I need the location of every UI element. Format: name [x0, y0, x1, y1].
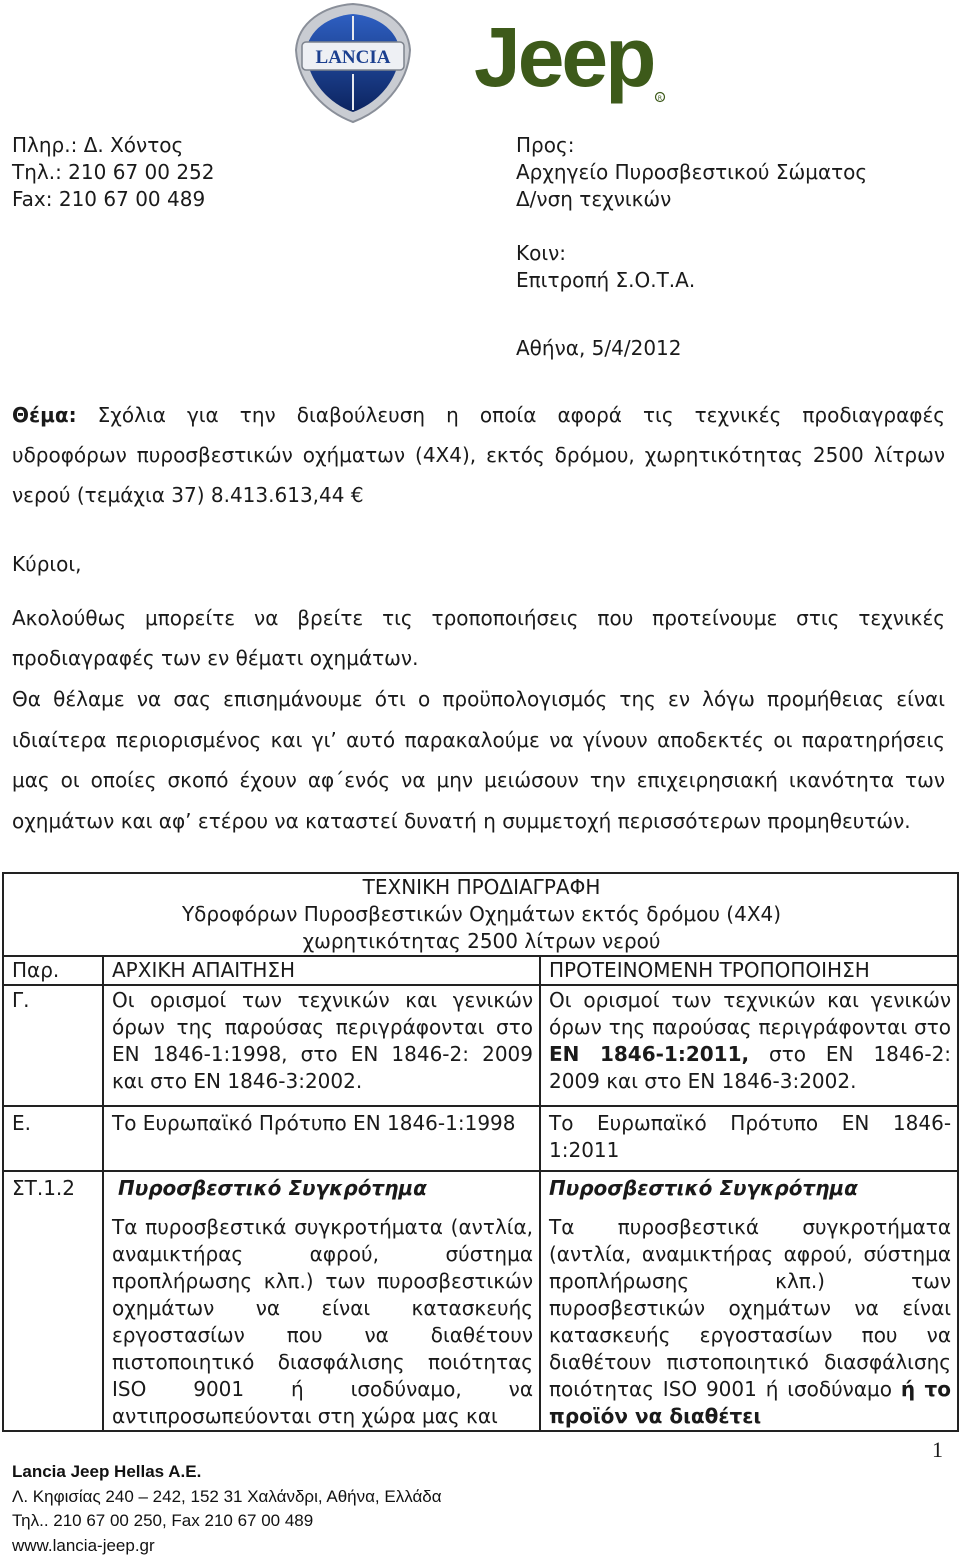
- table-row-e: [3, 1106, 958, 1171]
- col-header-orig: ΑΡΧΙΚΗ ΑΠΑΙΤΗΣΗ: [103, 956, 540, 985]
- row-e-orig: Το Ευρωπαϊκό Πρότυπο ΕΝ 1846-1:1998: [103, 1106, 540, 1171]
- col-header-par: Παρ.: [3, 956, 103, 985]
- row-st-prop-heading: Πυροσβεστικό Συγκρότημα: [549, 1176, 858, 1200]
- table-row-st: [3, 1171, 958, 1431]
- body-p1-line2: προδιαγραφές των εν θέματι οχημάτων.: [12, 646, 419, 670]
- row-g-par: Γ.: [3, 985, 103, 1106]
- body-p2-line1: Θα θέλαμε να σας επισημάνουμε ότι ο προϋπολογισμός της εν λόγω προμήθειας είναι: [12, 687, 945, 711]
- recipient-to-line2: Δ/νση τεχνικών: [516, 187, 672, 211]
- recipient-cc-line1: Επιτροπή Σ.Ο.Τ.Α.: [516, 268, 696, 292]
- row-st-par: ΣΤ.1.2: [3, 1171, 103, 1431]
- row-st-orig: [103, 1171, 540, 1431]
- row-e-par: Ε.: [3, 1106, 103, 1171]
- subject-line1: [12, 402, 945, 429]
- table-row-g: [3, 985, 958, 1106]
- table-title-cell: [3, 873, 958, 956]
- subject-text1: Σχόλια για την διαβούλευση η οποία αφορά τις τεχνικές προδιαγραφές: [97, 403, 945, 427]
- recipient-cc-label: Κοιν:: [516, 241, 567, 265]
- row-g-prop: Οι ορισμοί των τεχνικών και γενικών όρων της παρούσας περιγράφονται στο ΕΝ 1846-1:2011, στο ΕΝ 1846-2: 2009 και στο ΕΝ 1846-3:2002.: [540, 985, 958, 1106]
- jeep-logo: [472, 16, 672, 106]
- table-title2: Υδροφόρων Πυροσβεστικών Οχημάτων εκτός δρόμου (4Χ4): [181, 902, 782, 926]
- row-st-prop-text: Τα πυροσβεστικά συγκροτήματα (αντλία, αναμικτήρας αφρού, σύστημα προπλήρωσης κλπ.) των πυροσβεστικών οχημάτων να είναι κατασκευής εργοστασίων που να διαθέτουν πιστοποιητικό διασφάλισης ποιότητας ISO 9001 ή ισοδύναμο ή το προϊόν να διαθέτει: [549, 1215, 952, 1428]
- row-st-orig-heading: Πυροσβεστικό Συγκρότημα: [118, 1176, 427, 1200]
- footer: [12, 1460, 442, 1558]
- col-header-prop: ΠΡΟΤΕΙΝΟΜΕΝΗ ΤΡΟΠΟΠΟΙΗΣΗ: [540, 956, 958, 985]
- recipient-to-label: Προς:: [516, 133, 575, 157]
- subject-line3: νερού (τεμάχια 37) 8.413.613,44 €: [12, 483, 364, 507]
- footer-website[interactable]: www.lancia-jeep.gr: [12, 1535, 155, 1555]
- body-p1-line1: Ακολούθως μπορείτε να βρείτε τις τροποποιήσεις που προτείνουμε στις τεχνικές: [12, 606, 945, 630]
- recipient-to-line1: Αρχηγείο Πυροσβεστικού Σώματος: [516, 160, 868, 184]
- footer-company: Lancia Jeep Hellas A.E.: [12, 1462, 202, 1481]
- lancia-logo: [292, 2, 414, 124]
- body-p2-line2: ιδιαίτερα περιορισμένος και γι’ αυτό παρακαλούμε να γίνουν αποδεκτές οι παρατηρήσεις: [12, 728, 945, 752]
- row-e-prop: Το Ευρωπαϊκό Πρότυπο ΕΝ 1846-1:2011: [540, 1106, 958, 1171]
- row-st-prop: [540, 1171, 958, 1431]
- table-title-row: [3, 873, 958, 956]
- row-g-prop-bold: ΕΝ 1846-1:2011,: [549, 1042, 750, 1066]
- sender-phone: Τηλ.: 210 67 00 252: [12, 160, 215, 184]
- subject-label: Θέμα:: [12, 403, 77, 427]
- salutation: Κύριοι,: [12, 552, 82, 576]
- body-p2-line3: μας οι οποίες σκοπό έχουν αφ΄ενός να μην μειώσουν την επιχειρησιακή ικανότητα των: [12, 768, 945, 792]
- sender-contact: Πληρ.: Δ. Χόντος: [12, 133, 184, 157]
- svg-text:R: R: [657, 95, 663, 102]
- table-title3: χωρητικότητας 2500 λίτρων νερού: [302, 929, 661, 953]
- row-st-orig-text: Τα πυροσβεστικά συγκροτήματα (αντλία, αναμικτήρας αφρού, σύστημα προπλήρωσης κλπ.) των πυροσβεστικών οχημάτων να είναι κατασκευής εργοστασίων που να διαθέτουν πιστοποιητικό διασφάλισης ποιότητας ISO 9001 ή ισοδύναμο, να αντιπροσωπεύονται στη χώρα μας και: [112, 1215, 533, 1428]
- jeep-logo-text: Jeep: [474, 16, 654, 104]
- table-title1: ΤΕΧΝΙΚΗ ΠΡΟΔΙΑΓΡΑΦΗ: [362, 875, 601, 899]
- sender-fax: Fax: 210 67 00 489: [12, 187, 206, 211]
- row-st-prop-bold: ή το προϊόν να διαθέτει: [549, 1377, 952, 1428]
- row-g-orig: Οι ορισμοί των τεχνικών και γενικών όρων της παρούσας περιγράφονται στο ΕΝ 1846-1:1998, στο ΕΝ 1846-2: 2009 και στο ΕΝ 1846-3:2002.: [103, 985, 540, 1106]
- letter-date: Αθήνα, 5/4/2012: [516, 336, 682, 360]
- page-number: 1: [932, 1437, 943, 1462]
- spec-table: [2, 872, 959, 1432]
- table-header-row: [3, 956, 958, 985]
- footer-address: Λ. Κηφισίας 240 – 242, 152 31 Χαλάνδρι, Αθήνα, Ελλάδα: [12, 1486, 442, 1506]
- body-p2-line4: οχημάτων και αφ’ ετέρου να καταστεί δυνατή η συμμετοχή περισσότερων προμηθευτών.: [12, 809, 911, 833]
- subject-line2: υδροφόρων πυροσβεστικών οχήματων (4Χ4), εκτός δρόμου, χωρητικότητας 2500 λίτρων: [12, 443, 945, 467]
- footer-phone-fax: Τηλ.. 210 67 00 250, Fax 210 67 00 489: [12, 1511, 314, 1530]
- lancia-logo-text: LANCIA: [315, 47, 391, 68]
